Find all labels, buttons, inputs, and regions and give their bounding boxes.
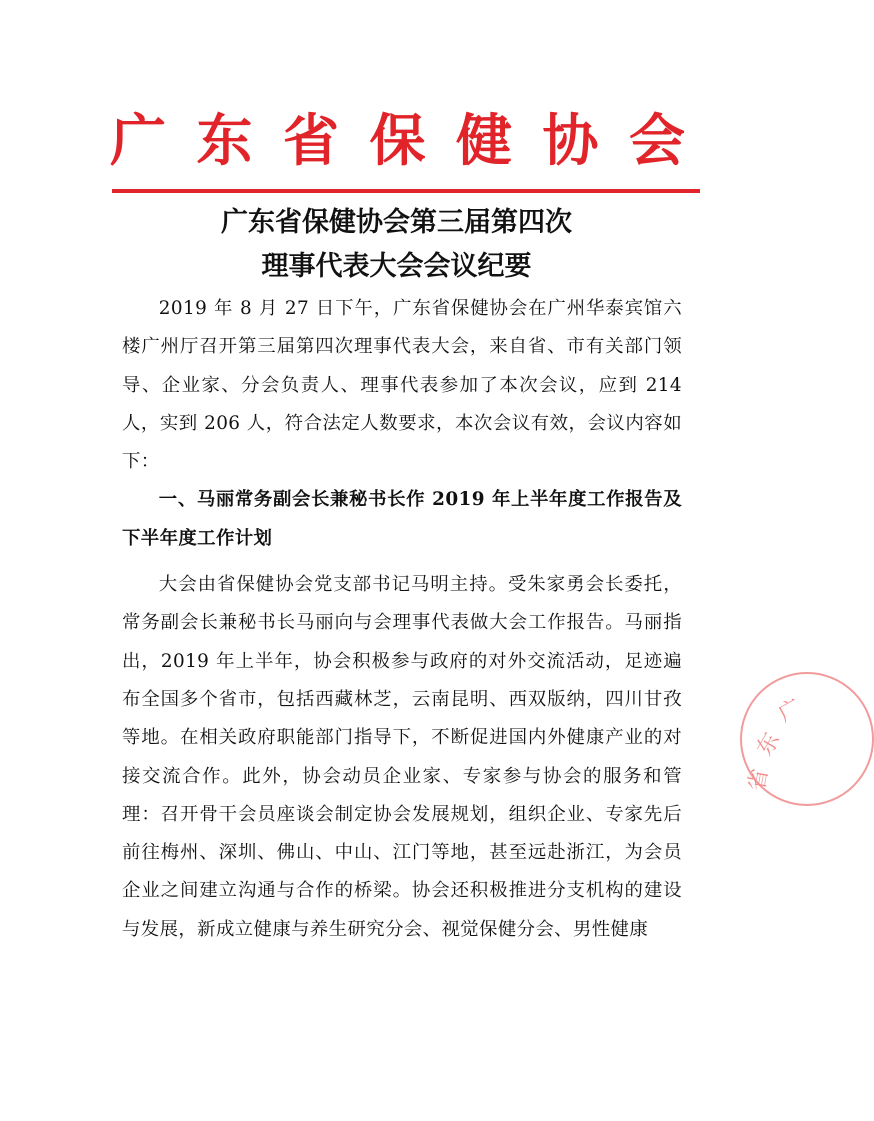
seal-char: 广: [774, 694, 806, 728]
org-header-char: 广: [110, 108, 166, 174]
seal-char: 省: [744, 766, 774, 793]
org-header-char: 健: [456, 108, 512, 174]
org-header-char: 协: [542, 108, 599, 174]
organization-header: [110, 108, 685, 174]
org-header-char: 保: [369, 108, 426, 174]
body-paragraph-2: 大会由省保健协会党支部书记马明主持。受朱家勇会长委托，常务副会长兼秘书长马丽向与会理事代表做大会工作报告。马丽指出，2019 年上半年，协会积极参与政府的对外交流活动，足迹遍布全国多个省市，包括西藏林芝，云南昆明、西双版纳，四川甘孜等地。在相关政府职能部门指导下，不断促进国内外健康产业的对接交流合作。此外，协会动员企业家、专家参与协会的服务和管理：召开骨干会员座谈会制定协会发展规划，组织企业、专家先后前往梅州、深圳、佛山、中山、江门等地，甚至远赴浙江，为会员企业之间建立沟通与合作的桥梁。协会还积极推进分支机构的建设与发展，新成立健康与养生研究分会、视觉保健分会、男性健康: [122, 574, 682, 940]
org-header-char: 东: [196, 108, 253, 174]
org-header-char: 省: [283, 108, 339, 174]
seal-char: 东: [752, 728, 786, 761]
body-paragraph-1: 2019 年 8 月 27 日下午，广东省保健协会在广州华泰宾馆六楼广州厅召开第三届第四次理事代表大会，来自省、市有关部门领导、企业家、分会负责人、理事代表参加了本次会议，应到 214 人，实到 206 人，符合法定人数要求，本次会议有效，会议内容如下：: [122, 298, 682, 473]
document-body: [122, 290, 682, 949]
section-1-heading: 一、马丽常务副会长兼秘书长作 2019 年上半年度工作报告及下半年度工作计划: [122, 489, 682, 549]
document-title-line-2: 理事代表大会会议纪要: [261, 251, 532, 282]
document-title-line-1: 广东省保健协会第三届第四次: [221, 207, 572, 238]
official-seal: [740, 672, 874, 806]
header-divider: [112, 189, 700, 193]
org-header-char: 会: [629, 108, 685, 174]
